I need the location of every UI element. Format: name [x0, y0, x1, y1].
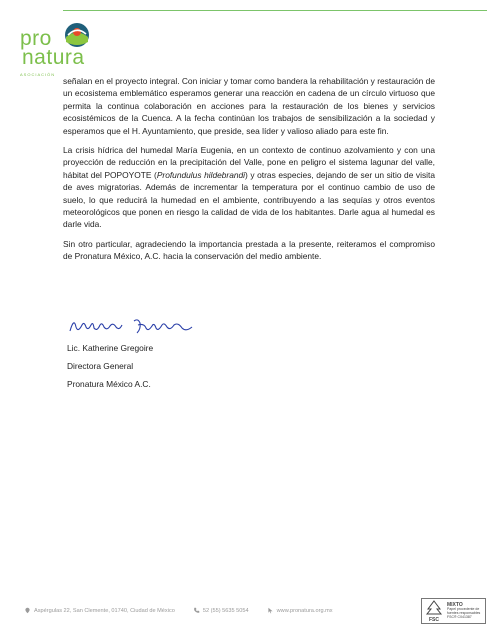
top-rule	[63, 10, 487, 11]
handwritten-signature	[64, 313, 204, 337]
phone-icon	[193, 607, 200, 614]
letter-body	[63, 75, 435, 270]
fsc-certification-badge	[421, 598, 486, 624]
footer-web[interactable]	[267, 607, 333, 614]
fsc-tree-icon	[424, 600, 444, 622]
footer-phone-text: 52 (55) 5635 5054	[202, 607, 249, 614]
logo-word-pro: pro	[20, 27, 52, 50]
logo-word-natura: natura	[22, 46, 85, 69]
fsc-text	[447, 603, 480, 620]
paragraph-2-part-b: ) y otras especies, dejando de ser un sitio de visita de aves migratorias. Además de incrementar la temperatura por el continuo cambio de uso de suelo, lo que reducirá la humedad en el ambiente, contribuyendo a las sequías y otros eventos meteorológicos que ponen en riesgo la calidad de vida de los habitantes. Darle agua al humedal es darle vida.	[63, 169, 435, 230]
species-name: Profundulus hildebrandi	[156, 169, 246, 180]
fsc-line-1: Papel procedente de	[447, 606, 480, 611]
logo-emblem-icon	[64, 22, 90, 48]
paragraph-1: señalan en el proyecto integral. Con iniciar y tomar como bandera la rehabilitación y restauración de un ecosistema emblemático esperamos generar una reacción en cadena de un círculo virtuoso que permita la continua colaboración en acciones para la restauración de los bienes y servicios ecosistémicos de la Cuenca. A la fecha continúan los trabajos de sensibilización a la sociedad y esperamos que el H. Ayuntamiento, que preside, sea líder y valioso aliado para este fin.	[63, 76, 435, 136]
pronatura-logo	[20, 22, 100, 82]
footer-phone	[193, 607, 249, 614]
fsc-code: FSC® C041387	[447, 615, 472, 620]
logo-subtitle: ASOCIACIÓN	[20, 72, 56, 77]
footer-web-text[interactable]: www.pronatura.org.mx	[276, 607, 333, 614]
signer-name: Lic. Katherine Gregoire	[67, 343, 154, 353]
footer	[24, 607, 424, 614]
signature-block	[67, 339, 153, 393]
paragraph-2	[63, 144, 435, 231]
fsc-label: MIXTO	[447, 601, 463, 608]
signer-title: Directora General	[67, 361, 134, 371]
location-pin-icon	[24, 607, 31, 614]
fsc-brand-text: FSC	[429, 617, 439, 622]
fsc-line-2: fuentes responsables	[447, 611, 481, 615]
footer-address	[24, 607, 175, 614]
cursor-arrow-icon	[267, 607, 274, 614]
signer-organization: Pronatura México A.C.	[67, 379, 151, 389]
paragraph-3: Sin otro particular, agradeciendo la importancia prestada a la presente, reiteramos el compromiso de Pronatura México, A.C. hacia la conservación del medio ambiente.	[63, 238, 435, 262]
paragraph-2-part-a: La crisis hídrica del humedal María Eugenia, en un contexto de continuo azolvamiento y con una proyección de reducción en la precipitación del Valle, pone en peligro el sistema lagunar del valle, hábitat del POPOYOTE (	[63, 145, 435, 180]
footer-address-text: Aspérgulas 22, San Clemente, 01740, Ciudad de México	[34, 607, 175, 614]
